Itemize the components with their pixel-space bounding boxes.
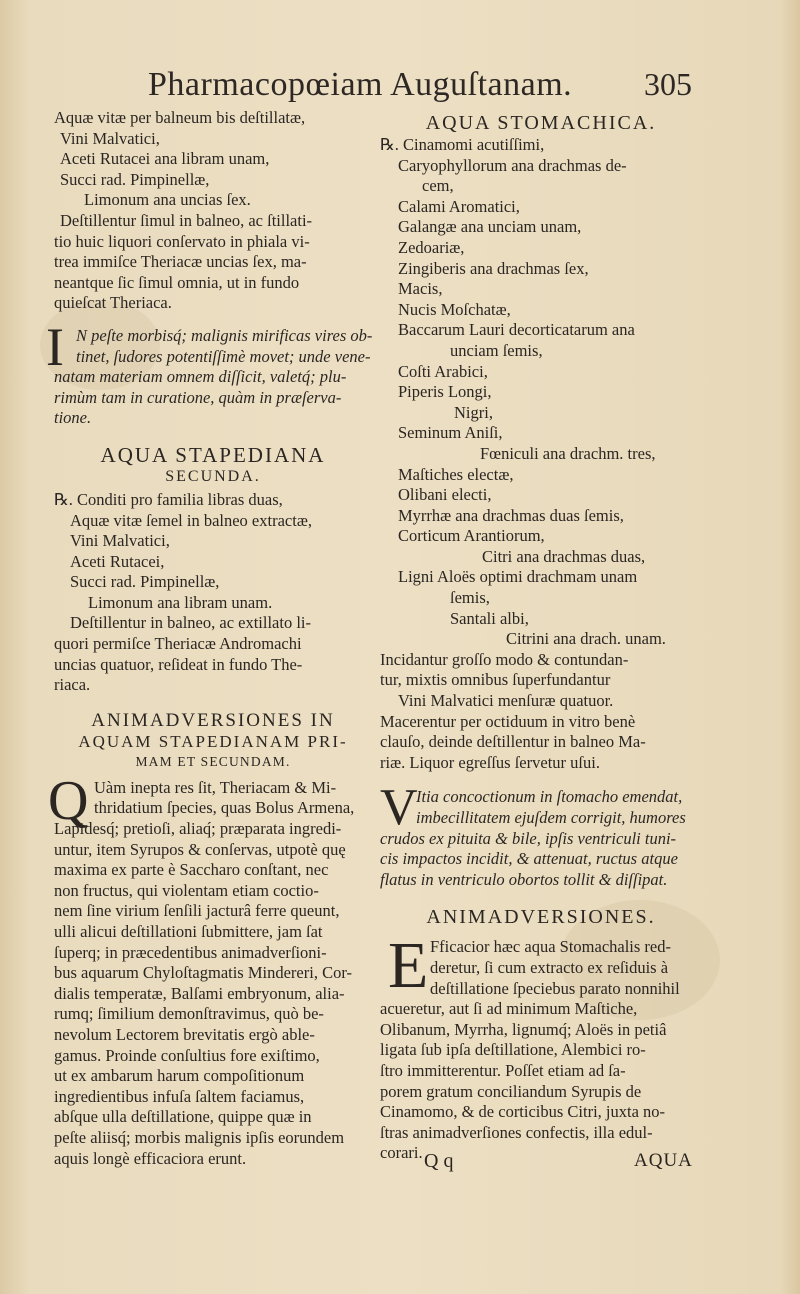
text-line: porem gratum conciliandum Syrupis de [380,1081,642,1101]
section-heading: AQUA STAPEDIANA [100,442,326,467]
text-line: abſque ulla deſtillatione, quippe quæ in [54,1107,312,1127]
text-line: Aquæ vitæ ſemel in balneo extractæ, [70,510,312,530]
text-line: Macis, [398,279,443,299]
text-line: Itia concoctionum in ſtomacho emendat, [416,787,683,807]
text-line: Incidantur groſſo modo & contundan- [380,649,629,669]
text-line: Maſtiches electæ, [398,464,514,484]
text-line: ℞. Conditi pro familia libras duas, [54,489,283,509]
text-line: ingredientibus infuſa ſaltem faciamus, [54,1086,305,1106]
running-header: Pharmacopœiam Auguſtanam. [148,66,573,103]
section-subheading: SECUNDA. [165,467,261,485]
text-line: Aquæ vitæ per balneum bis deſtillatæ, [54,108,306,127]
text-line: nevolum Lectorem brevitatis ergò able- [54,1024,315,1044]
text-line: Corticum Arantiorum, [398,526,545,546]
text-line: Santali albi, [450,608,529,628]
drop-cap: V [380,779,418,837]
section-heading: ANIMADVERSIONES IN [91,709,335,731]
text-line: tinet, ſudores potentiſſimè movet; unde vene- [76,346,371,366]
text-line: natam materiam omnem diſſicit, valetq́; plu- [54,367,347,387]
text-line: Olibanum, Myrrha, lignumq́; Aloës in petiâ [380,1019,667,1039]
text-line: Deſtillentur ſimul in balneo, ac ſtillati- [60,210,313,230]
text-line: Seminum Aniſi, [398,423,503,443]
text-line: tio huic liquori conſervato in phiala vi- [54,231,310,251]
text-line: bus aquarum Chyloſtagmatis Mindereri, Cor- [54,963,352,983]
text-line: Fœniculi ana drachm. tres, [480,443,656,463]
text-line: N peſte morbisq́; malignis mirificas vires ob- [76,325,373,345]
text-line: peſte aliisq́; morbis malignis ipſis eorundem [54,1127,345,1147]
text-line: Succi rad. Pimpinellæ, [70,572,220,592]
text-line: clauſo, deinde deſtillentur in balneo Ma- [380,732,646,752]
text-line: Ligni Aloës optimi drachmam unam [398,567,638,587]
text-line: ut ex ambarum harum compoſitionum [54,1066,305,1086]
text-line: imbecillitatem ejuſdem corrigit, humores [416,808,686,827]
section-heading: AQUAM STAPEDIANAM PRI- [78,731,348,751]
text-line: Nucis Moſchatæ, [398,299,511,319]
virtue-note [380,779,702,890]
text-line: tione. [54,408,92,428]
text-line: Limonum ana libram unam. [88,592,273,612]
text-line: Aceti Rutacei, [70,551,165,571]
text-line: thridatium ſpecies, quas Bolus Armena, [94,798,355,818]
text-line: Myrrhæ ana drachmas duas ſemis, [398,505,624,525]
catchword: AQUA [634,1150,693,1171]
text-line: Galangæ ana unciam unam, [398,217,582,237]
section-subheading: MAM ET SECUNDAM. [135,753,291,769]
text-line: uncias quatuor, reſideat in fundo The- [54,654,303,674]
text-line: crudos ex pituita & bile, ipſis ventriculi tuni- [380,828,677,848]
text-line: riæ. Liquor egreſſus ſervetur uſui. [380,752,600,772]
text-line: Vini Malvatici, [60,128,160,148]
text-line: Lapidesq́; pretioſi, aliaq́; præparata ingredi- [54,819,342,839]
drop-cap: E [388,929,429,1003]
text-line: gamus. Proinde conſultius fore exiſtimo, [54,1045,320,1065]
section-heading: AQUA STOMACHICA. [425,112,657,134]
text-line: Cinamomo, & de corticibus Citri, juxta no- [380,1102,666,1122]
text-line: deſtillatione ſpeciebus parato nonnihil [430,978,680,998]
text-line: Aceti Rutacei ana libram unam, [60,149,270,169]
text-line: ſemis, [450,588,490,608]
text-line: deretur, ſi cum extracto ex reſiduis à [430,957,669,977]
text-line: ſtras animadverſiones confectis, illa edul- [380,1122,653,1142]
text-line: ligata ſub ipſa deſtillatione, Alembici ro- [380,1040,646,1060]
text-line: Zingiberis ana drachmas ſex, [398,258,589,278]
left-column [46,108,373,1169]
text-line: maxima ex parte è Saccharo conſtant, nec [54,860,329,880]
text-line: aquis longè efficaciora erunt. [54,1148,247,1168]
drop-cap: Q [48,769,89,832]
text-line: flatus in ventriculo obortos tollit & diſſipat. [380,869,668,889]
right-column [380,112,702,1164]
text-line: Uàm inepta res ſit, Theriacam & Mi- [94,777,337,797]
text-line: Fficacior hæc aqua Stomachalis red- [430,937,671,957]
text-line: non fructus, qui violentam etiam coctio- [54,880,319,900]
text-line: Macerentur per octiduum in vitro benè [380,711,636,731]
text-line: Caryophyllorum ana drachmas de- [398,155,627,175]
text-line: quori permiſce Theriacæ Andromachi [54,634,302,654]
text-line: Vini Malvatici, [70,531,170,551]
text-line: Nigri, [454,402,493,422]
section-heading: ANIMADVERSIONES. [426,906,656,929]
text-line: Calami Aromatici, [398,196,520,216]
page-number: 305 [644,66,692,102]
text-line: Deſtillentur in balneo, ac extillato li- [70,613,312,633]
text-line: nem ſine virium ſenſili jacturâ ferre queunt, [54,901,340,921]
text-line: Citrini ana drach. unam. [506,629,666,649]
text-line: acueretur, aut ſi ad minimum Maſtiche, [380,999,638,1019]
recipe-stomachica [380,135,702,773]
text-line: untur, item Syrupos & conſervas, utpotè quę [54,839,346,859]
recipe-stapediana-secunda [54,490,372,696]
text-line: ℞. Cinamomi acutiſſimi, [380,135,545,154]
text-line: Baccarum Lauri decorticatarum ana [398,320,635,340]
signature-mark: Q q [424,1150,454,1172]
text-line: rumq; ſimilium demonſtravimus, quò be- [54,1004,324,1024]
text-line: Limonum ana uncias ſex. [84,190,251,210]
text-line: rimùm tam in curatione, quàm in præſerva- [54,387,342,407]
text-line: ſtro immitterentur. Poſſet etiam ad ſa- [380,1060,626,1080]
text-line: dialis temperatæ, Balſami embryonum, alia- [54,983,345,1003]
text-line: ulli alicui deſtillationi ſubmittere, jam ſat [54,922,323,941]
text-line: neantque ſic ſimul omnia, ut in fundo [54,272,300,292]
text-line: Zedoariæ, [398,237,465,257]
virtue-note [46,316,373,429]
text-line: Piperis Longi, [398,382,492,402]
drop-cap: I [46,316,64,377]
text-line: riaca. [54,675,91,695]
animadversion-body [380,929,702,1164]
text-line: cem, [422,176,454,196]
text-line: Citri ana drachmas duas, [482,546,646,566]
text-line: quieſcat Theriaca. [54,293,172,313]
text-line: tur, mixtis omnibus ſuperfundantur [380,670,611,690]
text-line: corari. [380,1143,423,1163]
animadversion-body [48,769,372,1169]
text-line: unciam ſemis, [450,340,543,360]
text-line: Olibani electi, [398,485,492,505]
text-line: ſuperq; in præcedentibus animadverſioni- [54,942,327,962]
text-line: Succi rad. Pimpinellæ, [60,169,210,189]
text-line: cis impactos incidit, & attenuat, ructus atque [380,849,678,869]
text-line: Coſti Arabici, [398,361,488,381]
recipe-continuation [54,108,372,314]
text-line: trea immiſce Theriacæ uncias ſex, ma- [54,252,307,272]
text-line: Vini Malvatici menſuræ quatuor. [398,691,614,711]
